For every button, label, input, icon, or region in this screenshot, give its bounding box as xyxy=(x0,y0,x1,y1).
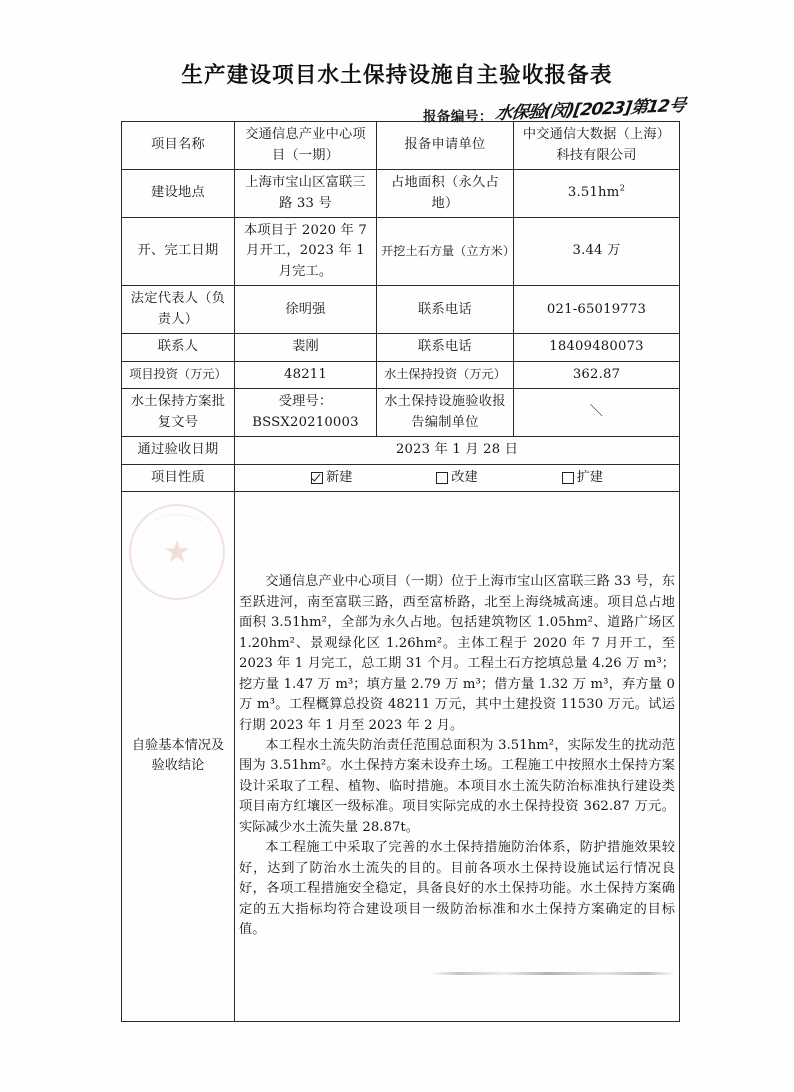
checkbox-label-rebuild: 改建 xyxy=(451,469,478,485)
checkbox-option-expand[interactable] xyxy=(562,468,603,488)
checkbox-label-expand: 扩建 xyxy=(576,469,603,485)
conclusion-label-text: 自验基本情况及验收结论 xyxy=(131,738,225,774)
project-nature-options xyxy=(235,468,679,488)
row-value-phone-contact: 18409480073 xyxy=(514,334,680,361)
row-label-construction-site: 建设地点 xyxy=(122,170,235,218)
row-label-report-preparer: 水土保持设施验收报告编制单位 xyxy=(377,389,514,437)
checkbox-option-rebuild[interactable] xyxy=(436,468,477,488)
row-value-contact-person: 裴刚 xyxy=(235,334,377,361)
row-label-start-finish-date: 开、完工日期 xyxy=(122,218,235,286)
row-label-land-area: 占地面积（永久占地） xyxy=(377,170,514,218)
acceptance-number-value: BSSX20210003 xyxy=(252,414,359,430)
row-value-applicant-unit: 中交通信大数据（上海）科技有限公司 xyxy=(514,122,680,170)
seal-arc-decoration xyxy=(140,514,214,545)
table-row-conclusion xyxy=(122,491,680,1021)
table-row xyxy=(122,389,680,437)
row-value-plan-approval-number xyxy=(235,389,377,437)
table-row xyxy=(122,170,680,218)
row-label-swc-investment: 水土保持投资（万元） xyxy=(377,361,514,388)
checkbox-unchecked-icon[interactable] xyxy=(436,472,448,484)
row-value-project-nature xyxy=(235,464,680,491)
row-value-legal-representative: 徐明强 xyxy=(235,286,377,334)
conclusion-paragraph-1: 交通信息产业中心项目（一期）位于上海市宝山区富联三路 33 号，东至跃进河，南至富联三路，西至富桥路，北至上海绕城高速。项目总占地面积 3.51hm²，全部为永久占地。包括建筑物区 1.05hm²、道路广场区 1.20hm²、景观绿化区 1.26hm²。主体工程于 2020 年 7 月开工，至 2023 年 1 月完工，总工期 31 个月。工程土石方挖填总量 4.26 万 m³；挖方量 1.47 万 m³；填方量 2.79 万 m³；借方量 1.32 万 m³，弃方量 0 万 m³。工程概算总投资 48211 万元，其中土建投资 11530 万元。试运行期 2023 年 1 月至 2023 年 2 月。 xyxy=(239,574,675,733)
row-label-legal-representative: 法定代表人（负责人） xyxy=(122,286,235,334)
table-row xyxy=(122,437,680,464)
row-value-acceptance-date: 2023 年 1 月 28 日 xyxy=(235,437,680,464)
row-value-excavation-volume: 3.44 万 xyxy=(514,218,680,286)
table-row xyxy=(122,218,680,286)
row-label-project-name: 项目名称 xyxy=(122,122,235,170)
table-row xyxy=(122,122,680,170)
report-number-handwritten-value: 水保验(闵)[2023]第12号 xyxy=(493,95,687,124)
row-value-phone-legal: 021-65019773 xyxy=(514,286,680,334)
row-label-phone-contact: 联系电话 xyxy=(377,334,514,361)
conclusion-paragraph-3: 本工程施工中采取了完善的水土保持措施防治体系，防护措施效果较好，达到了防治水土流失的目的。目前各项水土保持设施试运行情况良好，各项工程措施安全稳定，具备良好的水土保持功能。水土保持方案确定的五大指标均符合建设项目一级防治标准和水土保持方案确定的目标值。 xyxy=(239,840,675,938)
conclusion-body xyxy=(235,491,680,1021)
table-row xyxy=(122,464,680,491)
land-area-number: 3.51hm xyxy=(567,185,620,201)
table-row xyxy=(122,361,680,388)
row-label-applicant-unit: 报备申请单位 xyxy=(377,122,514,170)
land-area-unit-superscript: 2 xyxy=(619,183,626,194)
row-value-start-finish-date: 本项目于 2020 年 7 月开工，2023 年 1 月完工。 xyxy=(235,218,377,286)
checkbox-label-new: 新建 xyxy=(325,469,353,485)
row-label-acceptance-date: 通过验收日期 xyxy=(122,437,235,464)
report-number-label: 报备编号： xyxy=(422,109,493,125)
acceptance-number-label: 受理号： xyxy=(278,394,333,410)
row-label-project-investment: 项目投资（万元） xyxy=(122,361,235,388)
row-value-swc-investment: 362.87 xyxy=(514,361,680,388)
report-form-table xyxy=(121,121,680,1022)
table-row xyxy=(122,334,680,361)
page-title: 生产建设项目水土保持设施自主验收报备表 xyxy=(181,63,613,88)
row-label-phone-legal: 联系电话 xyxy=(377,286,514,334)
row-value-land-area xyxy=(514,170,680,218)
row-value-construction-site: 上海市宝山区富联三路 33 号 xyxy=(235,170,377,218)
row-value-report-preparer: ＼ xyxy=(514,389,680,437)
row-label-contact-person: 联系人 xyxy=(122,334,235,361)
red-seal-stamp xyxy=(129,504,225,600)
row-value-project-investment: 48211 xyxy=(235,361,377,388)
checkbox-unchecked-icon[interactable] xyxy=(562,472,574,484)
checkbox-checked-icon[interactable] xyxy=(311,472,323,484)
table-row xyxy=(122,286,680,334)
checkbox-option-new[interactable] xyxy=(311,468,352,488)
row-label-excavation-volume: 开挖土石方量（立方米） xyxy=(377,218,514,286)
row-label-plan-approval-number: 水土保持方案批复文号 xyxy=(122,389,235,437)
conclusion-paragraph-2: 本工程水土流失防治责任范围总面积为 3.51hm²，实际发生的扰动范围为 3.51hm²。水土保持方案未设弃土场。工程施工中按照水土保持方案设计采取了工程、植物、临时措施。本项目水土流失防治标准执行建设类项目南方红壤区一级标准。项目实际完成的水土保持投资 362.87 万元。实际减少水土流失量 28.87t。 xyxy=(239,738,675,835)
row-value-project-name: 交通信息产业中心项目（一期） xyxy=(235,122,377,170)
row-label-project-nature: 项目性质 xyxy=(122,464,235,491)
row-label-conclusion xyxy=(122,491,235,1021)
